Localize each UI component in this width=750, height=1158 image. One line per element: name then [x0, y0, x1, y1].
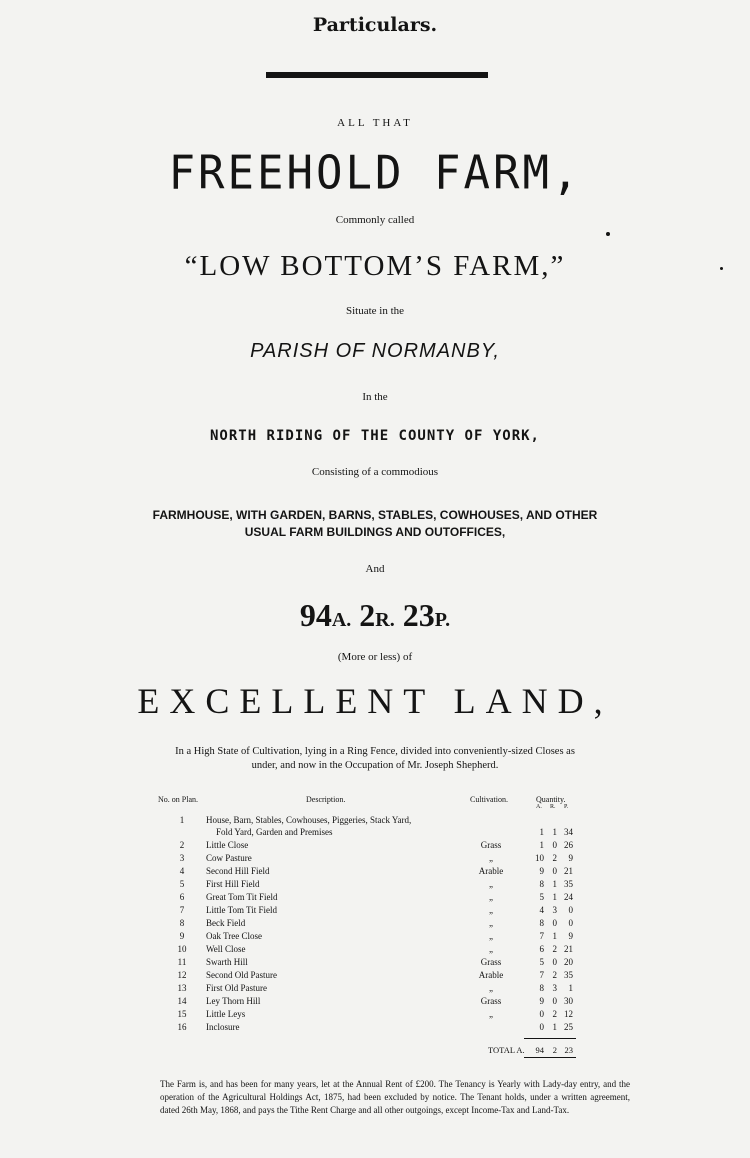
page-heading: Particulars.: [312, 14, 438, 36]
total-acreage: [0, 597, 750, 634]
cultivation-type: „: [489, 983, 493, 993]
field-description: Ley Thorn Hill: [206, 996, 261, 1006]
acreage-acres-unit: A.: [331, 609, 352, 631]
quantity-perches: 0: [568, 918, 573, 928]
table-row: [158, 1009, 588, 1022]
parish-name: PARISH OF NORMANBY,: [250, 340, 500, 362]
field-description: Inclosure: [206, 1022, 240, 1032]
plan-number: 4: [179, 866, 185, 876]
field-description: Beck Field: [206, 918, 246, 928]
quantity-roods: 2: [552, 1009, 557, 1019]
cultivation-type: „: [489, 1009, 493, 1019]
plan-number: 3: [179, 853, 185, 863]
table-row: [158, 983, 588, 996]
table-row: [158, 866, 588, 879]
cultivation-type: „: [489, 879, 493, 889]
cultivation-line-1: In a High State of Cultivation, lying in a Ring Fence, divided into conveniently-sized Closes as: [175, 746, 575, 757]
quantity-unit-r: R.: [550, 804, 556, 810]
total-rule: [524, 1038, 576, 1039]
quantity-roods: 0: [552, 957, 557, 967]
field-description: Little Close: [206, 840, 249, 850]
plan-number: 10: [177, 944, 187, 954]
table-row: [158, 905, 588, 918]
field-description: House, Barn, Stables, Cowhouses, Piggeries, Stack Yard,: [206, 815, 412, 825]
field-description: Second Old Pasture: [206, 970, 277, 980]
table-row: [158, 1022, 588, 1035]
quantity-roods: 1: [552, 1022, 557, 1032]
quantity-perches: 21: [564, 944, 573, 954]
field-description: First Hill Field: [206, 879, 260, 889]
quantity-roods: 0: [552, 918, 557, 928]
cultivation-type: „: [489, 944, 493, 954]
quantity-perches: 12: [564, 1009, 573, 1019]
header-quantity: Quantity.: [536, 795, 566, 804]
header-no-on-plan: No. on Plan.: [158, 795, 198, 804]
more-or-less-text: (More or less) of: [337, 651, 413, 663]
quantity-roods: 3: [552, 905, 557, 915]
total-acres: 94: [535, 1045, 544, 1055]
quantity-perches: 20: [564, 957, 573, 967]
and-text: And: [365, 563, 385, 575]
in-the-text: In the: [362, 391, 388, 403]
table-row: [158, 892, 588, 905]
plan-number: 6: [179, 892, 185, 902]
quantity-perches: 9: [568, 931, 573, 941]
quantity-acres: 0: [539, 1009, 544, 1019]
table-row: [158, 957, 588, 970]
total-roods: 2: [552, 1045, 557, 1055]
quantity-acres: 1: [539, 840, 544, 850]
total-perches: 23: [564, 1045, 573, 1055]
buildings-description: [0, 507, 750, 541]
quantity-perches: 1: [568, 983, 573, 993]
table-row: [158, 853, 588, 866]
cultivation-type: „: [489, 905, 493, 915]
field-description: Great Tom Tit Field: [206, 892, 278, 902]
plan-number: 9: [179, 931, 185, 941]
table-row: [158, 996, 588, 1009]
cultivation-type: Grass: [480, 996, 502, 1006]
acreage-perches: 23: [402, 597, 435, 633]
plan-number: 5: [179, 879, 185, 889]
header-cultivation: Cultivation.: [470, 795, 508, 804]
quantity-roods: 0: [552, 840, 557, 850]
quantity-acres: 5: [539, 892, 544, 902]
cultivation-type: Grass: [480, 840, 502, 850]
field-description: Oak Tree Close: [206, 931, 262, 941]
ink-speck: [720, 267, 723, 270]
plan-number: 14: [177, 996, 187, 1006]
table-row: [158, 918, 588, 931]
plan-number: 15: [177, 1009, 187, 1019]
quantity-acres: 6: [539, 944, 544, 954]
consisting-text: Consisting of a commodious: [311, 466, 439, 478]
quantity-acres: 9: [539, 866, 544, 876]
field-description: Second Hill Field: [206, 866, 270, 876]
quantity-roods: 2: [552, 970, 557, 980]
commonly-called-text: Commonly called: [335, 214, 415, 226]
buildings-line-2: USUAL FARM BUILDINGS AND OUTOFFICES,: [244, 525, 506, 539]
field-description: Well Close: [206, 944, 246, 954]
farm-name: “LOW BOTTOM’S FARM,”: [184, 250, 566, 282]
plan-number: 1: [179, 815, 185, 825]
tenancy-note: The Farm is, and has been for many years, let at the Annual Rent of £200. The Tenancy is Yearly with Lady-day entry, and the operation of the Agricultural Holdings Act, 1875, had been excluded by notice. The Tenant holds, under a written agreement, dated 26th May, 1868, and pays the Tithe Rent Charge and all other outgoings, except Income-Tax and Land-Tax.: [160, 1079, 630, 1115]
total-label: TOTAL A.: [488, 1045, 525, 1055]
quantity-acres: 4: [539, 905, 544, 915]
table-row: [158, 840, 588, 853]
quantity-acres: 8: [539, 918, 544, 928]
acreage-roods-unit: R.: [375, 609, 395, 631]
quantity-roods: 3: [552, 983, 557, 993]
quantity-perches: 30: [564, 996, 573, 1006]
quantity-perches: 0: [568, 905, 573, 915]
cultivation-type: Arable: [478, 866, 504, 876]
quantity-acres: 5: [539, 957, 544, 967]
table-row: [158, 944, 588, 957]
cultivation-type: „: [489, 931, 493, 941]
header-description: Description.: [306, 795, 346, 804]
table-row: [158, 970, 588, 983]
quantity-acres: 7: [539, 970, 544, 980]
all-that-text: ALL THAT: [337, 117, 413, 129]
field-description: Little Tom Tit Field: [206, 905, 277, 915]
table-row-continuation: [158, 827, 588, 840]
cultivation-type: Arable: [478, 970, 504, 980]
quantity-unit-a: A.: [536, 804, 542, 810]
plan-number: 16: [177, 1022, 187, 1032]
cultivation-line-2: under, and now in the Occupation of Mr. Joseph Shepherd.: [251, 760, 499, 771]
plan-number: 12: [177, 970, 187, 980]
quantity-acres: 8: [539, 879, 544, 889]
quantity-perches: 34: [564, 827, 573, 837]
field-description: First Old Pasture: [206, 983, 268, 993]
quantity-acres: 1: [539, 827, 544, 837]
quantity-roods: 0: [552, 996, 557, 1006]
quantity-roods: 1: [552, 827, 557, 837]
quantity-perches: 35: [564, 879, 573, 889]
acreage-perches-unit: P.: [434, 609, 451, 631]
quantity-acres: 9: [539, 996, 544, 1006]
plan-number: 13: [177, 983, 187, 993]
total-underline: [524, 1057, 576, 1058]
plan-number: 8: [179, 918, 185, 928]
quantity-acres: 7: [539, 931, 544, 941]
buildings-line-1: FARMHOUSE, WITH GARDEN, BARNS, STABLES, COWHOUSES, AND OTHER: [152, 508, 598, 522]
quantity-roods: 1: [552, 879, 557, 889]
acreage-acres: 94: [299, 597, 332, 633]
total-row: [488, 1045, 588, 1055]
riding-county: NORTH RIDING OF THE COUNTY OF YORK,: [209, 428, 540, 444]
acreage-roods: 2: [359, 597, 376, 633]
cultivation-type: „: [489, 892, 493, 902]
title-freehold-farm: FREEHOLD FARM,: [168, 146, 582, 201]
situate-text: Situate in the: [345, 305, 405, 317]
quantity-acres: 10: [535, 853, 544, 863]
field-description: Swarth Hill: [206, 957, 248, 967]
cultivation-type: Grass: [480, 957, 502, 967]
field-description: Little Leys: [206, 1009, 246, 1019]
quantity-perches: 25: [564, 1022, 573, 1032]
cultivation-type: „: [489, 853, 493, 863]
quantity-perches: 26: [564, 840, 573, 850]
quantity-acres: 0: [539, 1022, 544, 1032]
quantity-perches: 35: [564, 970, 573, 980]
cultivation-type: „: [489, 918, 493, 928]
excellent-land-title: EXCELLENT LAND,: [137, 681, 613, 721]
field-description-continued: Fold Yard, Garden and Premises: [216, 827, 333, 837]
table-row: [158, 931, 588, 944]
plan-number: 7: [179, 905, 185, 915]
quantity-perches: 24: [564, 892, 573, 902]
quantity-perches: 9: [568, 853, 573, 863]
heading-rule: [266, 72, 488, 78]
quantity-perches: 21: [564, 866, 573, 876]
quantity-roods: 2: [552, 944, 557, 954]
table-row: [158, 879, 588, 892]
quantity-roods: 0: [552, 866, 557, 876]
quantity-acres: 8: [539, 983, 544, 993]
ink-speck: [606, 232, 610, 236]
field-description: Cow Pasture: [206, 853, 252, 863]
plan-number: 2: [179, 840, 185, 850]
quantity-roods: 2: [552, 853, 557, 863]
quantity-roods: 1: [552, 931, 557, 941]
quantity-roods: 1: [552, 892, 557, 902]
quantity-unit-p: P.: [564, 804, 569, 810]
cultivation-statement: [0, 745, 750, 773]
plan-number: 11: [177, 957, 187, 967]
